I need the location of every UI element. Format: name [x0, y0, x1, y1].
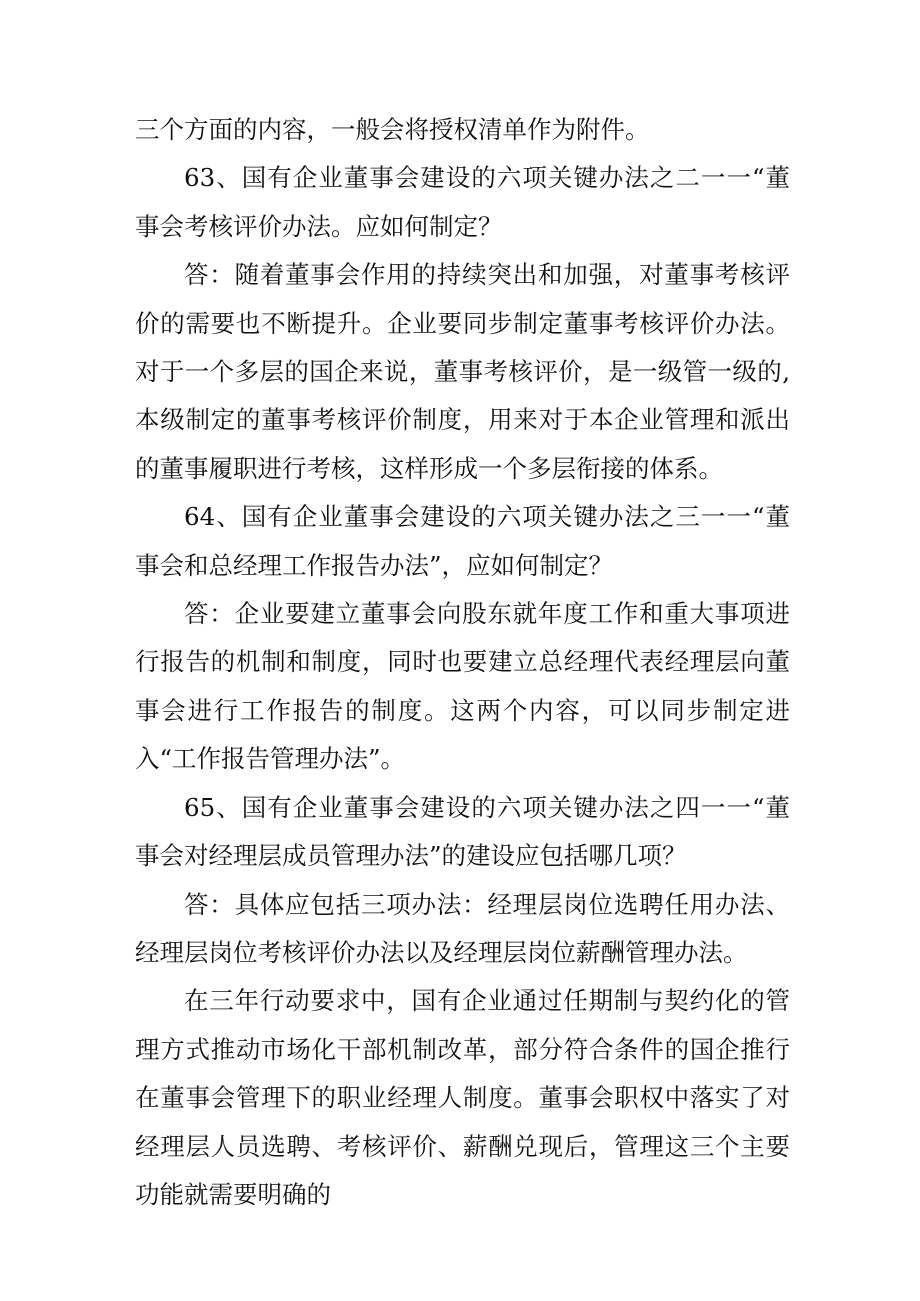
question-64: 64、国有企业董事会建设的六项关键办法之三一一“董事会和总经理工作报告办法”，应如何制定？: [135, 502, 790, 580]
document-page: [135, 106, 790, 1219]
paragraph-three-year-action: 在三年行动要求中，国有企业通过任期制与契约化的管理方式推动市场化干部机制改革，部分符合条件的国企推行在董事会管理下的职业经理人制度。董事会职权中落实了对经理层人员选聘、考核评价、薪酬兑现后，管理这三个主要功能就需要明确的: [135, 986, 790, 1209]
question-65: 65、国有企业董事会建设的六项关键办法之四一一“董事会对经理层成员管理办法”的建设应包括哪几项？: [135, 792, 790, 871]
answer-63: 答：随着董事会作用的持续突出和加强，对董事考核评价的需要也不断提升。企业要同步制定董事考核评价办法。对于一个多层的国企来说，董事考核评价，是一级管一级的,本级制定的董事考核评价制度，用来对于本企业管理和派出的董事履职进行考核，这样形成一个多层衔接的体系。: [135, 260, 790, 483]
question-63: 63、国有企业董事会建设的六项关键办法之二一一“董事会考核评价办法。应如何制定？: [135, 163, 790, 241]
answer-64: 答：企业要建立董事会向股东就年度工作和重大事项进行报告的机制和制度，同时也要建立总经理代表经理层向董事会进行工作报告的制度。这两个内容，可以同步制定进入“工作报告管理办法”。: [135, 599, 790, 774]
answer-65: 答：具体应包括三项办法：经理层岗位选聘任用办法、经理层岗位考核评价办法以及经理层岗位薪酬管理办法。: [135, 889, 790, 967]
paragraph-continuation: 三个方面的内容，一般会将授权清单作为附件。: [135, 115, 650, 144]
